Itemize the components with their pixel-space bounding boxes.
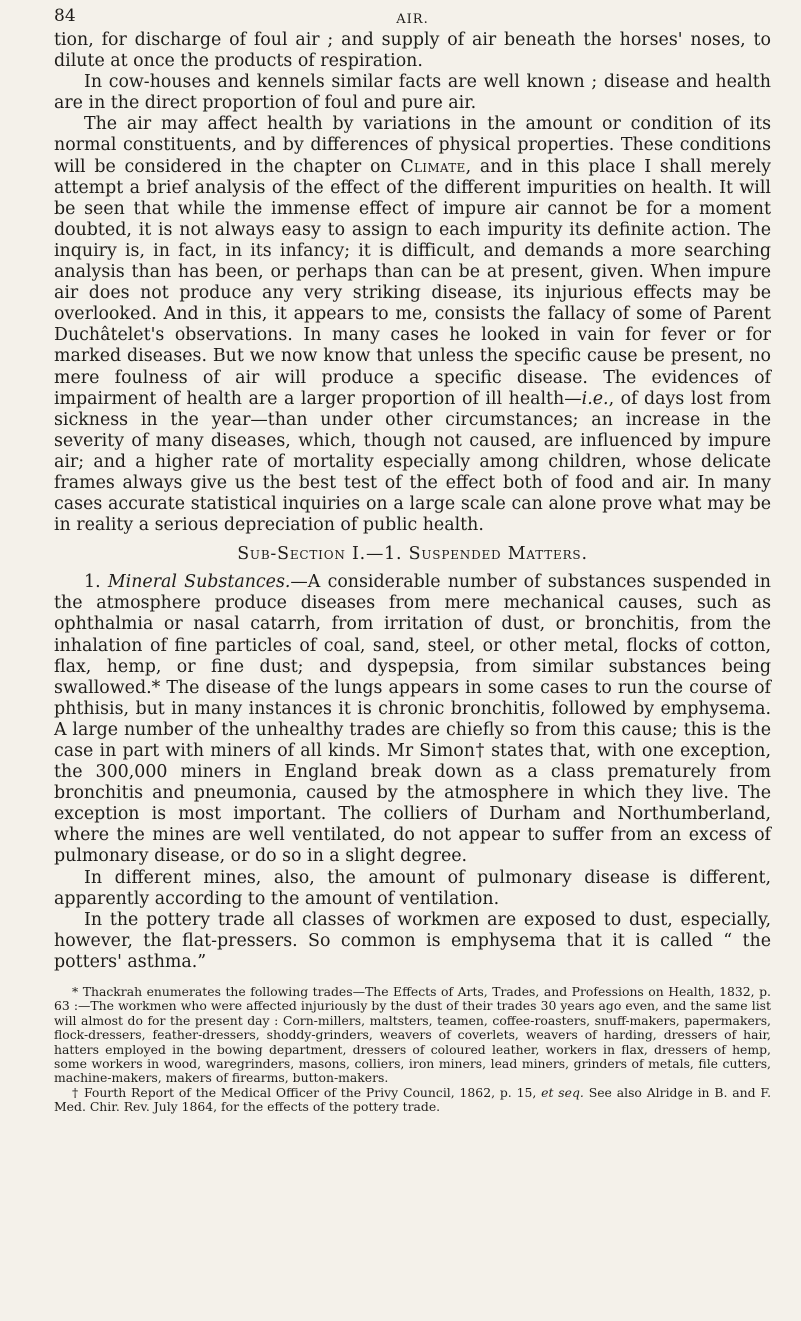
page-header bbox=[54, 0, 771, 30]
text-segment: † Fourth Report of the Medical Officer of the Privy Council, 1862, p. 15, bbox=[72, 1084, 542, 1100]
text-segment: —A considerable number of substances suspended in the atmosphere produce diseases from mere mechanical causes, such as ophthalmia or nasal catarrh, from irritation of dust, or bronchitis, from the inhalation of fine particles of coal, sand, steel, or other metal, flocks of cotton, flax, hemp, or fine dust; and dyspepsia, from similar substances being swallowed.* The disease of the lungs appears in some cases to run the course of phthisis, but in many instances it is chronic bronchitis, followed by emphysema. A large number of the unhealthy trades are chiefly so from this cause; this is the case in part with miners of all kinds. Mr Simon† states that, with one exception, the 300,000 miners in England break down as a class prematurely from bronchitis and pneumonia, caused by the atmosphere in which they live. The exception is most important. The colliers of Durham and Northumberland, where the mines are well ventilated, do not appear to suffer from an excess of pulmonary disease, or do so in a slight degree. bbox=[54, 572, 771, 867]
footnotes bbox=[54, 985, 771, 1115]
climate-reference: Climate bbox=[400, 156, 466, 177]
item-number: 1. bbox=[84, 572, 108, 593]
paragraph-mineral-substances bbox=[54, 572, 771, 867]
ie-abbreviation: i.e. bbox=[581, 388, 609, 409]
text-segment: See also Alridge in B. and F. Med. Chir. Rev. July 1864, for the effects of the pottery trade. bbox=[54, 1084, 772, 1115]
et-seq: et seq. bbox=[541, 1084, 584, 1100]
page-number: 84 bbox=[54, 6, 76, 26]
item-title: Mineral Substances. bbox=[107, 572, 291, 593]
paragraph-cow-houses: In cow-houses and kennels similar facts are well known ; disease and health are in the direct proportion of foul and pure air. bbox=[54, 72, 771, 114]
paragraph-continuation: tion, for discharge of foul air ; and supply of air beneath the horses' noses, to dilute at once the products of respiration. bbox=[54, 30, 771, 72]
text-segment: , of days lost from sickness in the year—than under other circumstances; an increase in the severity of many diseases, which, though not caused, are influenced by impure air; and a higher rate of mortality especially among children, whose delicate frames always give us the best test of the effect both of food and air. In many cases accurate statistical inquiries on a large scale can alone prove what may be in reality a serious depreciation of public health. bbox=[54, 388, 772, 536]
footnote-thackrah: * Thackrah enumerates the following trades—The Effects of Arts, Trades, and Professions on Health, 1832, p. 63 :—The workmen who were affected injuriously by the dust of their trades 30 years ago even, and the same list will almost do for the present day : Corn-millers, maltsters, teamen, coffee-roasters, snuff-makers, papermakers, flock-dressers, feather-dressers, shoddy-grinders, weavers of coverlets, weavers of harding, dressers of hair, hatters employed in the bowing department, dressers of coloured leather, workers in flax, dressers of hemp, some workers in wood, waregrinders, masons, colliers, iron miners, lead miners, grinders of metals, file cutters, machine-makers, makers of firearms, button-makers. bbox=[54, 984, 771, 1086]
section-heading: Sub-Section I.—1. Suspended Matters. bbox=[237, 544, 588, 565]
paragraph-pottery-trade: In the pottery trade all classes of workmen are exposed to dust, especially, however, the flat-pressers. So common is emphysema that it is called “ the potters' asthma.” bbox=[54, 909, 771, 972]
paragraph-air-health bbox=[54, 114, 771, 536]
running-title: AIR. bbox=[396, 12, 429, 27]
paragraph-mines-ventilation: In different mines, also, the amount of pulmonary disease is different, apparently according to the amount of ventilation. bbox=[54, 867, 771, 909]
text-segment: The air may affect health by variations in the amount or condition of its normal constituents, and by differences of physical properties. These conditions will be considered in the chapter on bbox=[54, 114, 771, 177]
footnote-fourth-report bbox=[54, 1086, 771, 1115]
text-segment: , and in this place I shall merely attempt a brief analysis of the effect of the different impurities on health. It will be seen that while the immense effect of impure air cannot be for a moment doubted, it is not always easy to assign to each impurity its definite action. The inquiry is, in fact, in its infancy; it is difficult, and demands a more searching analysis than has been, or perhaps than can be at present, given. When impure air does not produce any very striking disease, its injurious effects may be overlooked. And in this, it appears to me, consists the fallacy of some of Parent Duchâtelet's observations. In many cases he looked in vain for fever or for marked diseases. But we now know that unless the specific cause be present, no mere foulness of air will produce a specific disease. The evidences of impairment of health are a larger proportion of ill health— bbox=[54, 156, 772, 409]
